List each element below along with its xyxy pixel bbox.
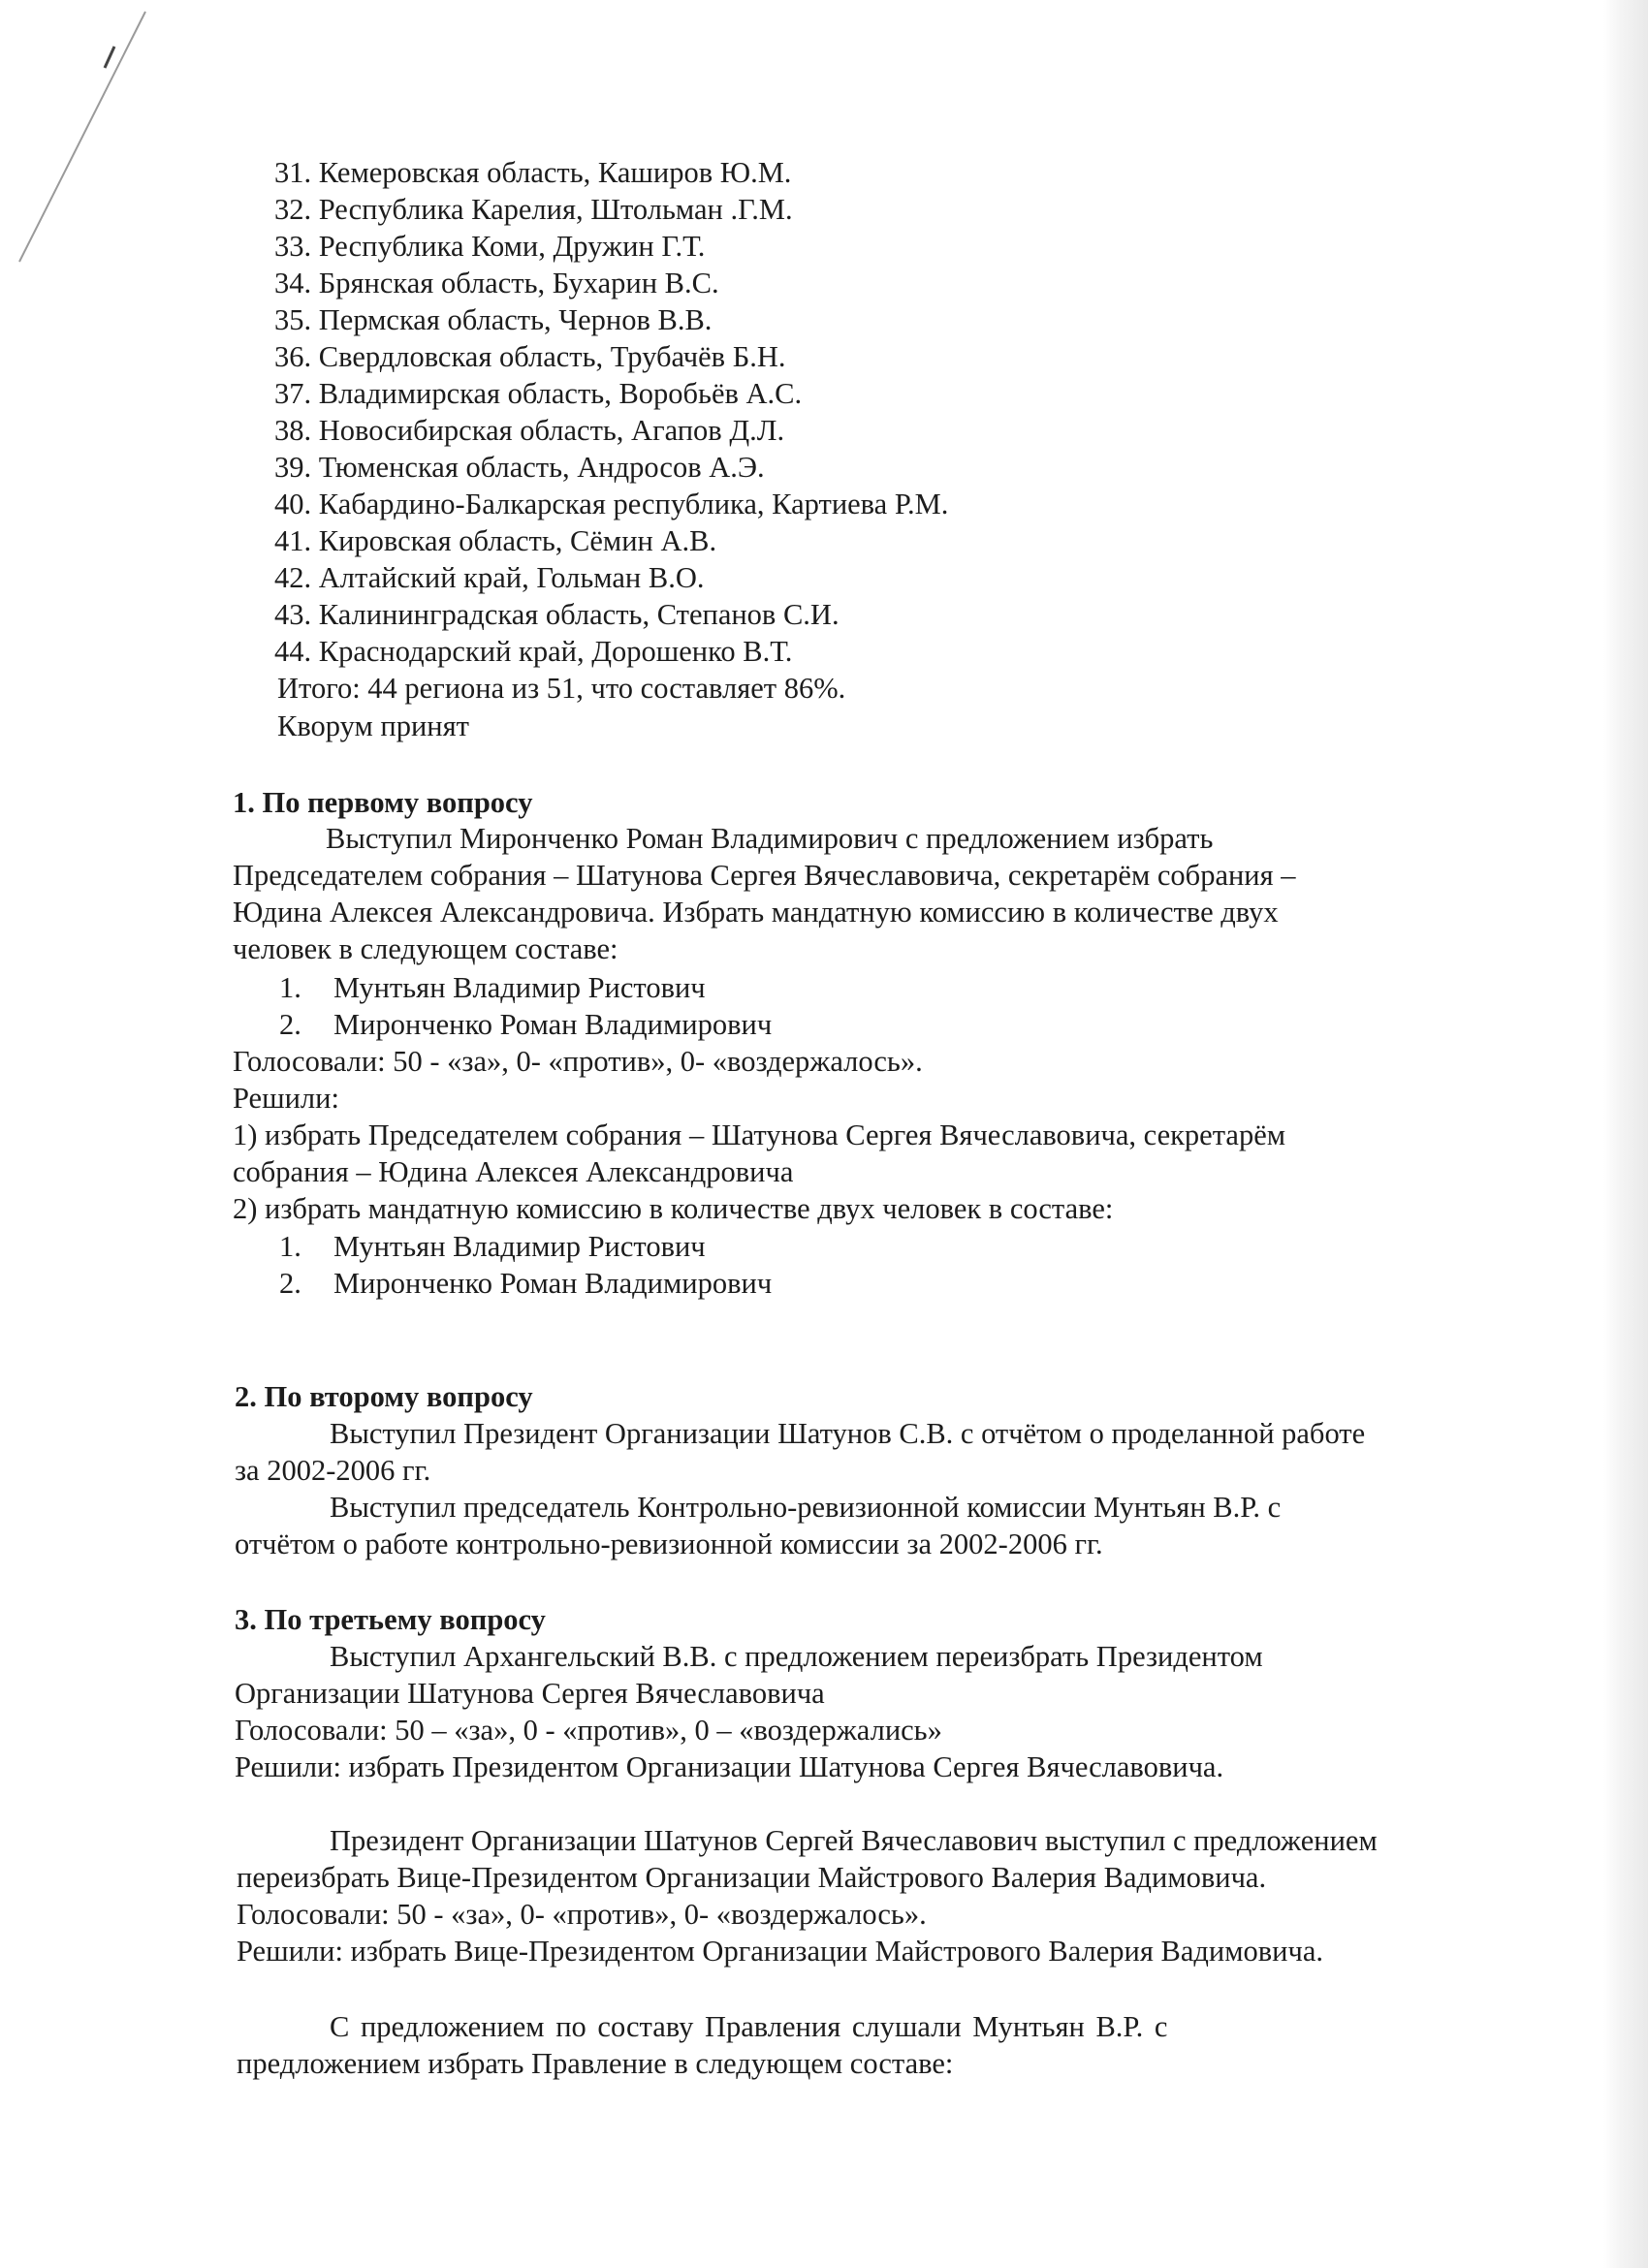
q2-paragraph: Выступил председатель Контрольно-ревизионной комиссии Мунтьян В.Р. с bbox=[330, 1491, 1282, 1524]
region-item: 44. Краснодарский край, Дорошенко В.Т. bbox=[274, 635, 793, 668]
q1-decision: 1) избрать Председателем собрания – Шатунова Сергея Вячеславовича, секретарём bbox=[233, 1118, 1286, 1151]
q1-paragraph: человек в следующем составе: bbox=[233, 932, 618, 965]
q3-paragraph: переизбрать Вице-Президентом Организации Майстрового Валерия Вадимовича. bbox=[237, 1861, 1267, 1894]
q3-paragraph: предложением избрать Правление в следующем составе: bbox=[237, 2047, 954, 2080]
region-item: 37. Владимирская область, Воробьёв А.С. bbox=[274, 377, 803, 410]
q3-paragraph: С предложением по составу Правления слушали Мунтьян В.Р. с bbox=[330, 2010, 1168, 2043]
region-item: 39. Тюменская область, Андросов А.Э. bbox=[274, 451, 765, 484]
total-line: Итого: 44 региона из 51, что составляет 86%. bbox=[277, 672, 846, 705]
region-item: 31. Кемеровская область, Каширов Ю.М. bbox=[274, 156, 792, 189]
q1-paragraph: Юдина Алексея Александровича. Избрать мандатную комиссию в количестве двух bbox=[233, 896, 1279, 929]
quorum-line: Кворум принят bbox=[277, 709, 469, 742]
region-item: 36. Свердловская область, Трубачёв Б.Н. bbox=[274, 340, 786, 373]
q2-paragraph: за 2002-2006 гг. bbox=[235, 1454, 431, 1487]
q1-heading: 1. По первому вопросу bbox=[233, 786, 533, 819]
q3-heading: 3. По третьему вопросу bbox=[235, 1603, 546, 1636]
list-number: 1. bbox=[279, 971, 301, 1004]
q3-paragraph: Президент Организации Шатунов Сергей Вячеславович выступил с предложением bbox=[330, 1824, 1378, 1857]
region-item: 41. Кировская область, Сёмин А.В. bbox=[274, 524, 717, 557]
list-number: 2. bbox=[279, 1267, 301, 1300]
list-number: 1. bbox=[279, 1230, 301, 1263]
region-item: 32. Республика Карелия, Штольман .Г.М. bbox=[274, 193, 793, 226]
q3-decision: Решили: избрать Вице-Президентом Организации Майстрового Валерия Вадимовича. bbox=[237, 1935, 1323, 1968]
q1-decision: собрания – Юдина Алексея Александровича bbox=[233, 1155, 794, 1188]
scan-edge bbox=[1603, 0, 1648, 2268]
q2-heading: 2. По второму вопросу bbox=[235, 1380, 533, 1413]
q1-paragraph: Выступил Миронченко Роман Владимирович с предложением избрать bbox=[326, 822, 1214, 855]
q2-paragraph: отчётом о работе контрольно-ревизионной комиссии за 2002-2006 гг. bbox=[235, 1528, 1103, 1560]
q3-decision: Решили: избрать Президентом Организации Шатунова Сергея Вячеславовича. bbox=[235, 1750, 1224, 1783]
list-text: Миронченко Роман Владимирович bbox=[333, 1267, 773, 1300]
region-item: 34. Брянская область, Бухарин В.С. bbox=[274, 267, 719, 299]
list-text: Мунтьян Владимир Ристович bbox=[333, 1230, 706, 1263]
q1-list-item bbox=[279, 1006, 772, 1043]
region-item: 33. Республика Коми, Дружин Г.Т. bbox=[274, 230, 706, 263]
region-item: 40. Кабардино-Балкарская республика, Картиева Р.М. bbox=[274, 488, 949, 520]
q2-paragraph: Выступил Президент Организации Шатунов С.В. с отчётом о проделанной работе bbox=[330, 1417, 1366, 1450]
q3-paragraph: Выступил Архангельский В.В. с предложением переизбрать Президентом bbox=[330, 1640, 1263, 1673]
q1-decided-label: Решили: bbox=[233, 1082, 339, 1115]
q1-list-item bbox=[279, 1265, 772, 1302]
q1-paragraph: Председателем собрания – Шатунова Сергея Вячеславовича, секретарём собрания – bbox=[233, 859, 1296, 892]
list-text: Мунтьян Владимир Ристович bbox=[333, 971, 706, 1004]
region-item: 35. Пермская область, Чернов В.В. bbox=[274, 303, 713, 336]
region-item: 43. Калининградская область, Степанов С.И. bbox=[274, 598, 840, 631]
list-text: Миронченко Роман Владимирович bbox=[333, 1008, 773, 1041]
q3-vote: Голосовали: 50 – «за», 0 - «против», 0 – «воздержались» bbox=[235, 1714, 942, 1747]
region-item: 38. Новосибирская область, Агапов Д.Л. bbox=[274, 414, 785, 447]
region-item: 42. Алтайский край, Гольман В.О. bbox=[274, 561, 705, 594]
q1-list-item bbox=[279, 1228, 706, 1265]
q1-list-item bbox=[279, 969, 706, 1006]
q3-vote: Голосовали: 50 - «за», 0- «против», 0- «воздержалось». bbox=[237, 1898, 927, 1931]
q1-decision: 2) избрать мандатную комиссию в количестве двух человек в составе: bbox=[233, 1192, 1114, 1225]
list-number: 2. bbox=[279, 1008, 301, 1041]
scan-mark bbox=[0, 0, 155, 271]
q1-vote: Голосовали: 50 - «за», 0- «против», 0- «воздержалось». bbox=[233, 1045, 923, 1078]
q3-paragraph: Организации Шатунова Сергея Вячеславовича bbox=[235, 1677, 825, 1710]
